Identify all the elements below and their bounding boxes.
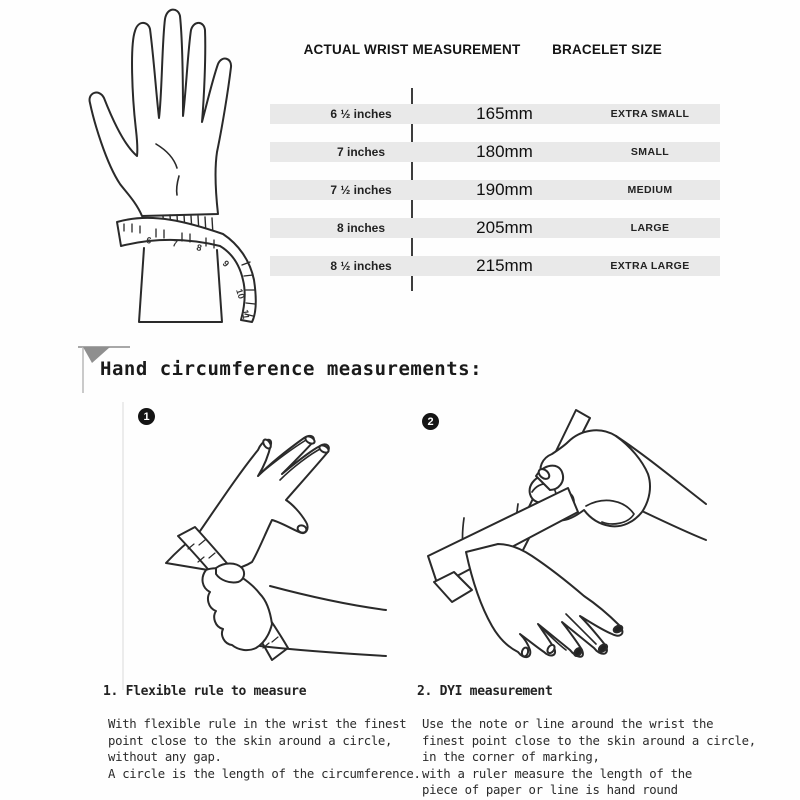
tape-number: 10 [234, 287, 247, 301]
cell-mm: 215mm [476, 256, 533, 275]
step-1-body [108, 716, 421, 782]
cell-mm: 165mm [476, 104, 533, 123]
cell-inches: 7 ½ inches [330, 183, 392, 197]
text-line: piece of paper or line is hand round [422, 783, 678, 797]
text-line: A circle is the length of the circumference. [108, 766, 421, 781]
text-line: Use the note or line around the wrist the [422, 717, 714, 731]
palm-with-tape-illustration [60, 0, 280, 340]
table-row [270, 142, 720, 162]
cell-inches: 6 ½ inches [330, 107, 392, 121]
table-row [270, 218, 720, 238]
tape-number: 7 [171, 238, 179, 249]
text-line: without any gap. [108, 750, 222, 764]
table-row [270, 180, 720, 200]
cell-inches: 8 ½ inches [330, 259, 392, 273]
lower-hand-outline [466, 544, 622, 657]
cell-mm: 190mm [476, 180, 533, 199]
cell-inches: 7 inches [336, 145, 386, 159]
step-2-text [417, 684, 756, 799]
step-1-text [103, 684, 421, 782]
hand-outline [90, 10, 232, 216]
cell-inches: 8 inches [336, 221, 386, 235]
tape-number: 9 [220, 258, 232, 269]
step-1-marker: 1 [138, 408, 155, 425]
diy-marking-illustration [420, 400, 710, 680]
text-line: finest point close to the skin around a circle, [422, 733, 756, 748]
step-2-body [422, 716, 756, 799]
tape-band [117, 218, 256, 322]
cell-size: EXTRA SMALL [610, 108, 690, 120]
tape-number: 8 [195, 242, 203, 254]
step-1-title: 1. Flexible rule to measure [103, 684, 307, 699]
table-row [270, 256, 720, 276]
cell-size: SMALL [630, 146, 670, 158]
step-2-marker: 2 [422, 413, 439, 430]
section-heading: Hand circumference measurements: [100, 358, 483, 380]
col-header-size: BRACELET SIZE [552, 42, 662, 57]
cell-mm: 180mm [476, 142, 533, 161]
text-line: With flexible rule in the wrist the finest [108, 717, 407, 731]
cell-size: LARGE [630, 222, 670, 234]
step-2-title: 2. DYI measurement [417, 684, 553, 699]
cell-size: MEDIUM [627, 184, 673, 196]
flexible-rule-illustration [120, 410, 390, 678]
text-line: in the corner of marking, [422, 750, 600, 764]
tape-number: 6 [145, 235, 153, 246]
forearm-lines [139, 248, 222, 322]
col-header-wrist: ACTUAL WRIST MEASUREMENT [303, 42, 521, 57]
text-line: point close to the skin around a circle, [108, 733, 393, 748]
cell-mm: 205mm [476, 218, 533, 237]
text-line: with a ruler measure the length of the [422, 766, 692, 781]
tape-number: 11 [240, 308, 252, 320]
cell-size: EXTRA LARGE [610, 260, 690, 272]
table-row [270, 104, 720, 124]
